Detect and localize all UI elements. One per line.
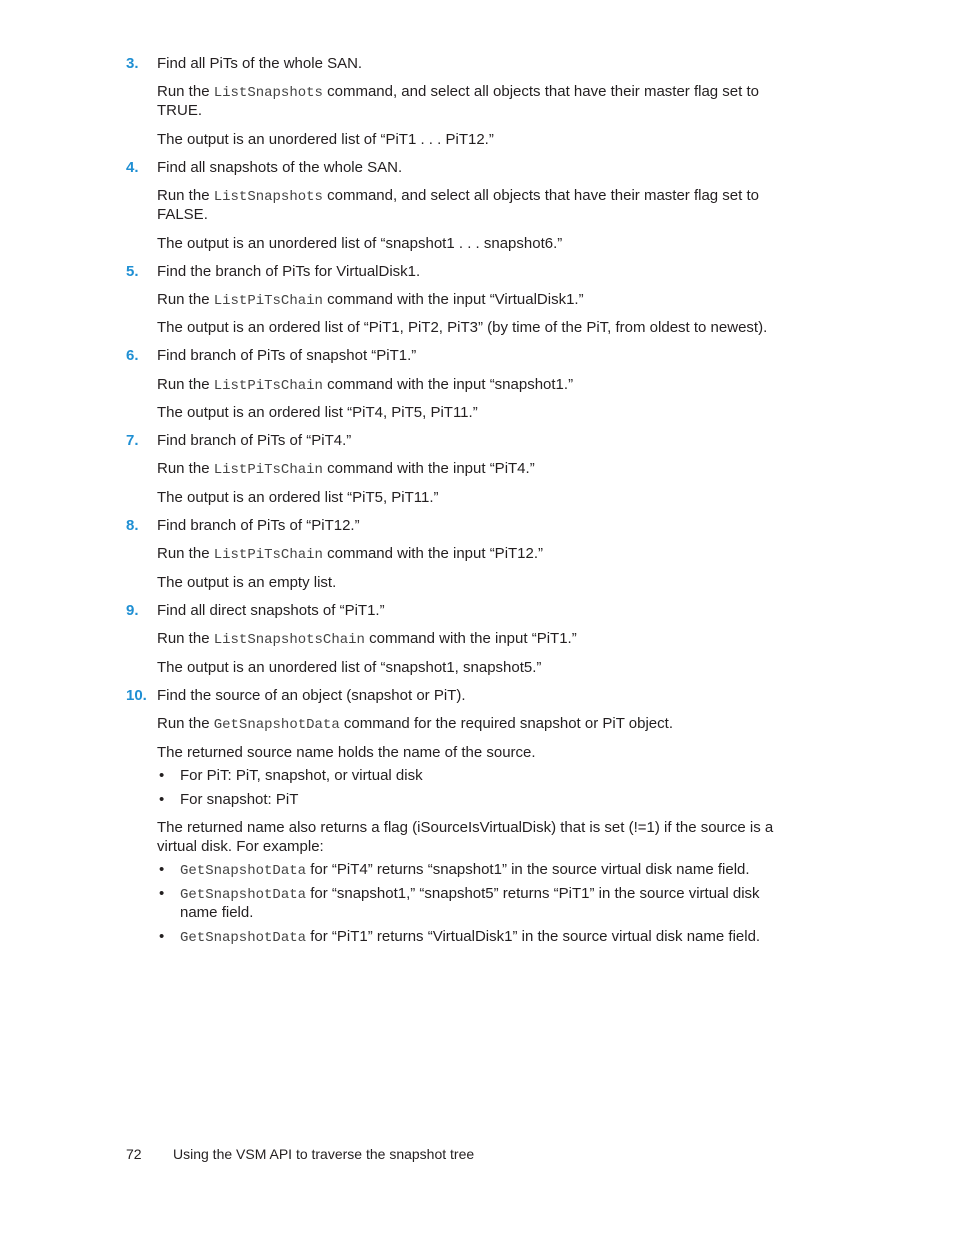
command-name: ListPiTsChain xyxy=(213,293,323,309)
step-run-line xyxy=(157,186,759,207)
step-title: Find branch of PiTs of “PiT12.” xyxy=(157,517,360,534)
command-name: GetSnapshotData xyxy=(180,930,307,946)
command-name: GetSnapshotData xyxy=(180,887,307,903)
run-suffix: command with the input “PiT12.” xyxy=(322,545,544,562)
step-title: Find branch of PiTs of “PiT4.” xyxy=(157,432,352,449)
step-number: 6. xyxy=(126,347,139,364)
run-suffix: command with the input “VirtualDisk1.” xyxy=(322,291,584,308)
bullet-glyph: • xyxy=(159,928,165,945)
step-number: 3. xyxy=(126,55,139,72)
list-item: For PiT: PiT, snapshot, or virtual disk xyxy=(180,767,423,784)
step-title: Find branch of PiTs of snapshot “PiT1.” xyxy=(157,347,417,364)
list-item xyxy=(180,884,760,905)
run-suffix: command, and select all objects that have their master flag set to xyxy=(322,83,759,100)
step-output: The returned source name holds the name of the source. xyxy=(157,744,536,761)
step-title: Find all direct snapshots of “PiT1.” xyxy=(157,602,385,619)
run-prefix: Run the xyxy=(157,291,214,308)
run-prefix: Run the xyxy=(157,187,214,204)
bullet-glyph: • xyxy=(159,767,165,784)
step-output: The output is an empty list. xyxy=(157,574,337,591)
step-output: The output is an unordered list of “snapshot1 . . . snapshot6.” xyxy=(157,235,563,252)
command-name: ListPiTsChain xyxy=(213,462,323,478)
bullet-glyph: • xyxy=(159,791,165,808)
step-output: The output is an ordered list “PiT5, PiT11.” xyxy=(157,489,439,506)
command-name: ListPiTsChain xyxy=(213,378,323,394)
list-item: For snapshot: PiT xyxy=(180,791,299,808)
command-name: ListPiTsChain xyxy=(213,547,323,563)
run-prefix: Run the xyxy=(157,460,214,477)
bullet-glyph: • xyxy=(159,885,165,902)
step-output: The output is an ordered list of “PiT1, PiT2, PiT3” (by time of the PiT, from oldest to newest). xyxy=(157,319,768,336)
step-run-line xyxy=(157,459,535,480)
footer-title: Using the VSM API to traverse the snapshot tree xyxy=(173,1146,475,1162)
step-run-line xyxy=(157,375,573,396)
step-output: The output is an ordered list “PiT4, PiT5, PiT11.” xyxy=(157,404,478,421)
page-number: 72 xyxy=(126,1146,142,1162)
flag-paragraph-line: The returned name also returns a flag (iSourceIsVirtualDisk) that is set (!=1) if the source is a xyxy=(157,819,774,836)
step-title: Find the source of an object (snapshot or PiT). xyxy=(157,687,466,704)
run-prefix: Run the xyxy=(157,376,214,393)
command-name: ListSnapshots xyxy=(213,85,323,101)
command-name: GetSnapshotData xyxy=(180,863,307,879)
command-name: ListSnapshotsChain xyxy=(213,632,365,648)
step-run-line-cont: FALSE. xyxy=(157,206,208,223)
example-text: for “PiT4” returns “snapshot1” in the source virtual disk name field. xyxy=(306,861,750,878)
list-item xyxy=(180,860,750,881)
step-title: Find the branch of PiTs for VirtualDisk1. xyxy=(157,263,421,280)
run-suffix: command with the input “PiT4.” xyxy=(322,460,535,477)
run-suffix: command with the input “PiT1.” xyxy=(364,630,577,647)
run-prefix: Run the xyxy=(157,545,214,562)
step-run-line xyxy=(157,714,673,735)
run-suffix: command for the required snapshot or PiT object. xyxy=(339,715,673,732)
run-suffix: command, and select all objects that have their master flag set to xyxy=(322,187,759,204)
step-output: The output is an unordered list of “PiT1 . . . PiT12.” xyxy=(157,131,494,148)
step-number: 8. xyxy=(126,517,139,534)
step-number: 9. xyxy=(126,602,139,619)
example-text: for “snapshot1,” “snapshot5” returns “PiT1” in the source virtual disk xyxy=(306,885,760,902)
step-run-line-cont: TRUE. xyxy=(157,102,202,119)
list-item-cont: name field. xyxy=(180,904,254,921)
command-name: ListSnapshots xyxy=(213,189,323,205)
list-item xyxy=(180,927,760,948)
step-number: 4. xyxy=(126,159,139,176)
command-name: GetSnapshotData xyxy=(213,717,340,733)
step-output: The output is an unordered list of “snapshot1, snapshot5.” xyxy=(157,659,542,676)
run-suffix: command with the input “snapshot1.” xyxy=(322,376,574,393)
example-text: for “PiT1” returns “VirtualDisk1” in the source virtual disk name field. xyxy=(306,928,761,945)
step-title: Find all snapshots of the whole SAN. xyxy=(157,159,403,176)
step-number: 7. xyxy=(126,432,139,449)
step-number: 10. xyxy=(126,687,147,704)
run-prefix: Run the xyxy=(157,83,214,100)
step-number: 5. xyxy=(126,263,139,280)
run-prefix: Run the xyxy=(157,630,214,647)
step-run-line xyxy=(157,290,584,311)
bullet-glyph: • xyxy=(159,861,165,878)
step-run-line xyxy=(157,82,759,103)
step-run-line xyxy=(157,544,543,565)
step-run-line xyxy=(157,629,577,650)
step-title: Find all PiTs of the whole SAN. xyxy=(157,55,363,72)
run-prefix: Run the xyxy=(157,715,214,732)
flag-paragraph-line: virtual disk. For example: xyxy=(157,838,324,855)
